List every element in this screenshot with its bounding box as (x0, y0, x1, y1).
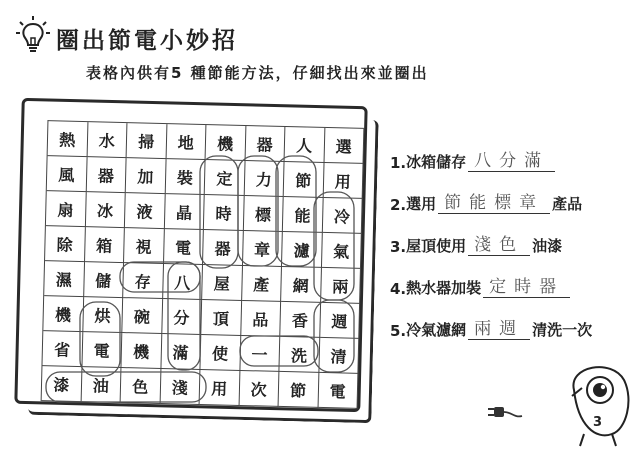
grid-cell: 用 (200, 370, 240, 406)
grid-cell: 使 (200, 335, 240, 371)
question-number: 1. (390, 154, 407, 172)
answer-field[interactable]: 八分滿 (468, 146, 555, 172)
grid-cell: 香 (280, 302, 320, 338)
grid-cell: 熱 (48, 121, 88, 157)
grid-cell: 氣 (321, 233, 361, 269)
grid-cell: 裝 (165, 159, 205, 195)
question-text: 冰箱儲存 (406, 153, 467, 171)
grid-cell: 標 (243, 196, 283, 232)
grid-cell: 器 (203, 230, 243, 266)
question-number: 5. (390, 322, 407, 340)
grid-cell: 清 (319, 338, 359, 374)
grid-cell: 節 (279, 372, 319, 408)
grid-cell: 晶 (164, 194, 204, 230)
question-text: 選用 (406, 195, 437, 213)
word-grid (41, 120, 365, 409)
grid-cell: 漆 (42, 366, 82, 402)
grid-cell: 電 (82, 332, 122, 368)
title-row (14, 14, 238, 56)
grid-cell: 機 (43, 296, 83, 332)
word-search-board (18, 102, 376, 418)
grid-cell: 箱 (85, 227, 125, 263)
grid-cell: 烘 (83, 297, 123, 333)
grid-cell: 滿 (161, 334, 201, 370)
grid-cell: 地 (166, 124, 206, 160)
grid-cell: 節 (284, 162, 324, 198)
grid-cell: 色 (121, 368, 161, 404)
grid-cell: 網 (281, 267, 321, 303)
grid-cell: 省 (42, 331, 82, 367)
answer-field[interactable]: 兩週 (468, 314, 530, 340)
answer-field[interactable]: 定時器 (483, 272, 570, 298)
question-2 (390, 172, 592, 214)
grid-cell: 濕 (44, 261, 84, 297)
lightbulb-icon (14, 14, 52, 56)
grid-cell: 水 (87, 122, 127, 158)
grid-cell: 除 (45, 226, 85, 262)
question-number: 4. (390, 280, 407, 298)
grid-cell: 品 (241, 301, 281, 337)
question-suffix: 產品 (552, 195, 583, 213)
question-number: 3. (390, 238, 407, 256)
grid-cell: 頂 (201, 300, 241, 336)
grid-cell: 扇 (46, 191, 86, 227)
grid-cell: 章 (242, 231, 282, 267)
grid-cell: 用 (323, 163, 363, 199)
grid-cell: 電 (163, 229, 203, 265)
grid-cell: 洗 (279, 337, 319, 373)
instruction-text: 表格內供有5 種節能方法，仔細找出來並圈出 (86, 64, 429, 82)
answer-field[interactable]: 淺色 (468, 230, 530, 256)
grid-cell: 機 (121, 333, 161, 369)
grid-cell: 淺 (160, 369, 200, 405)
grid-cell: 掃 (127, 123, 167, 159)
grid-cell: 器 (86, 157, 126, 193)
question-text: 冷氣濾網 (406, 321, 467, 339)
question-5 (390, 298, 592, 340)
grid-cell: 存 (123, 263, 163, 299)
question-3 (390, 214, 592, 256)
question-1 (390, 130, 592, 172)
question-4 (390, 256, 592, 298)
grid-cell: 一 (240, 336, 280, 372)
page-title: 圈出節電小妙招 (56, 27, 238, 54)
grid-cell: 週 (320, 303, 360, 339)
grid-cell: 人 (285, 127, 325, 163)
question-text: 熱水器加裝 (406, 279, 482, 297)
grid-cell: 選 (324, 128, 364, 164)
question-suffix: 油漆 (532, 237, 563, 255)
answer-field[interactable]: 節能標章 (438, 188, 550, 214)
grid-cell: 定 (205, 160, 245, 196)
grid-cell: 力 (244, 161, 284, 197)
grid-cell: 八 (163, 264, 203, 300)
grid-cell: 能 (283, 197, 323, 233)
mascot-icon (560, 360, 640, 452)
grid-cell: 冰 (85, 192, 125, 228)
grid-cell: 產 (242, 266, 282, 302)
grid-cell: 器 (245, 126, 285, 162)
grid-cell: 液 (125, 193, 165, 229)
mascot-number: 3 (593, 415, 603, 430)
grid-cell: 屋 (202, 265, 242, 301)
question-text: 屋頂使用 (406, 237, 467, 255)
grid-cell: 儲 (84, 262, 124, 298)
grid-cell: 電 (318, 373, 358, 409)
grid-cell: 機 (206, 125, 246, 161)
question-suffix: 清洗一次 (532, 321, 593, 339)
question-number: 2. (390, 196, 407, 214)
grid-cell: 時 (204, 195, 244, 231)
plug-icon (488, 402, 528, 424)
grid-cell: 油 (81, 367, 121, 403)
grid-cell: 分 (162, 299, 202, 335)
grid-cell: 碗 (122, 298, 162, 334)
grid-cell: 冷 (322, 198, 362, 234)
grid-cell: 兩 (321, 268, 361, 304)
grid-cell: 視 (124, 228, 164, 264)
question-list (390, 130, 592, 340)
grid-cell: 次 (239, 371, 279, 407)
grid-cell: 風 (47, 156, 87, 192)
grid-cell: 加 (126, 158, 166, 194)
grid-cell: 濾 (282, 232, 322, 268)
